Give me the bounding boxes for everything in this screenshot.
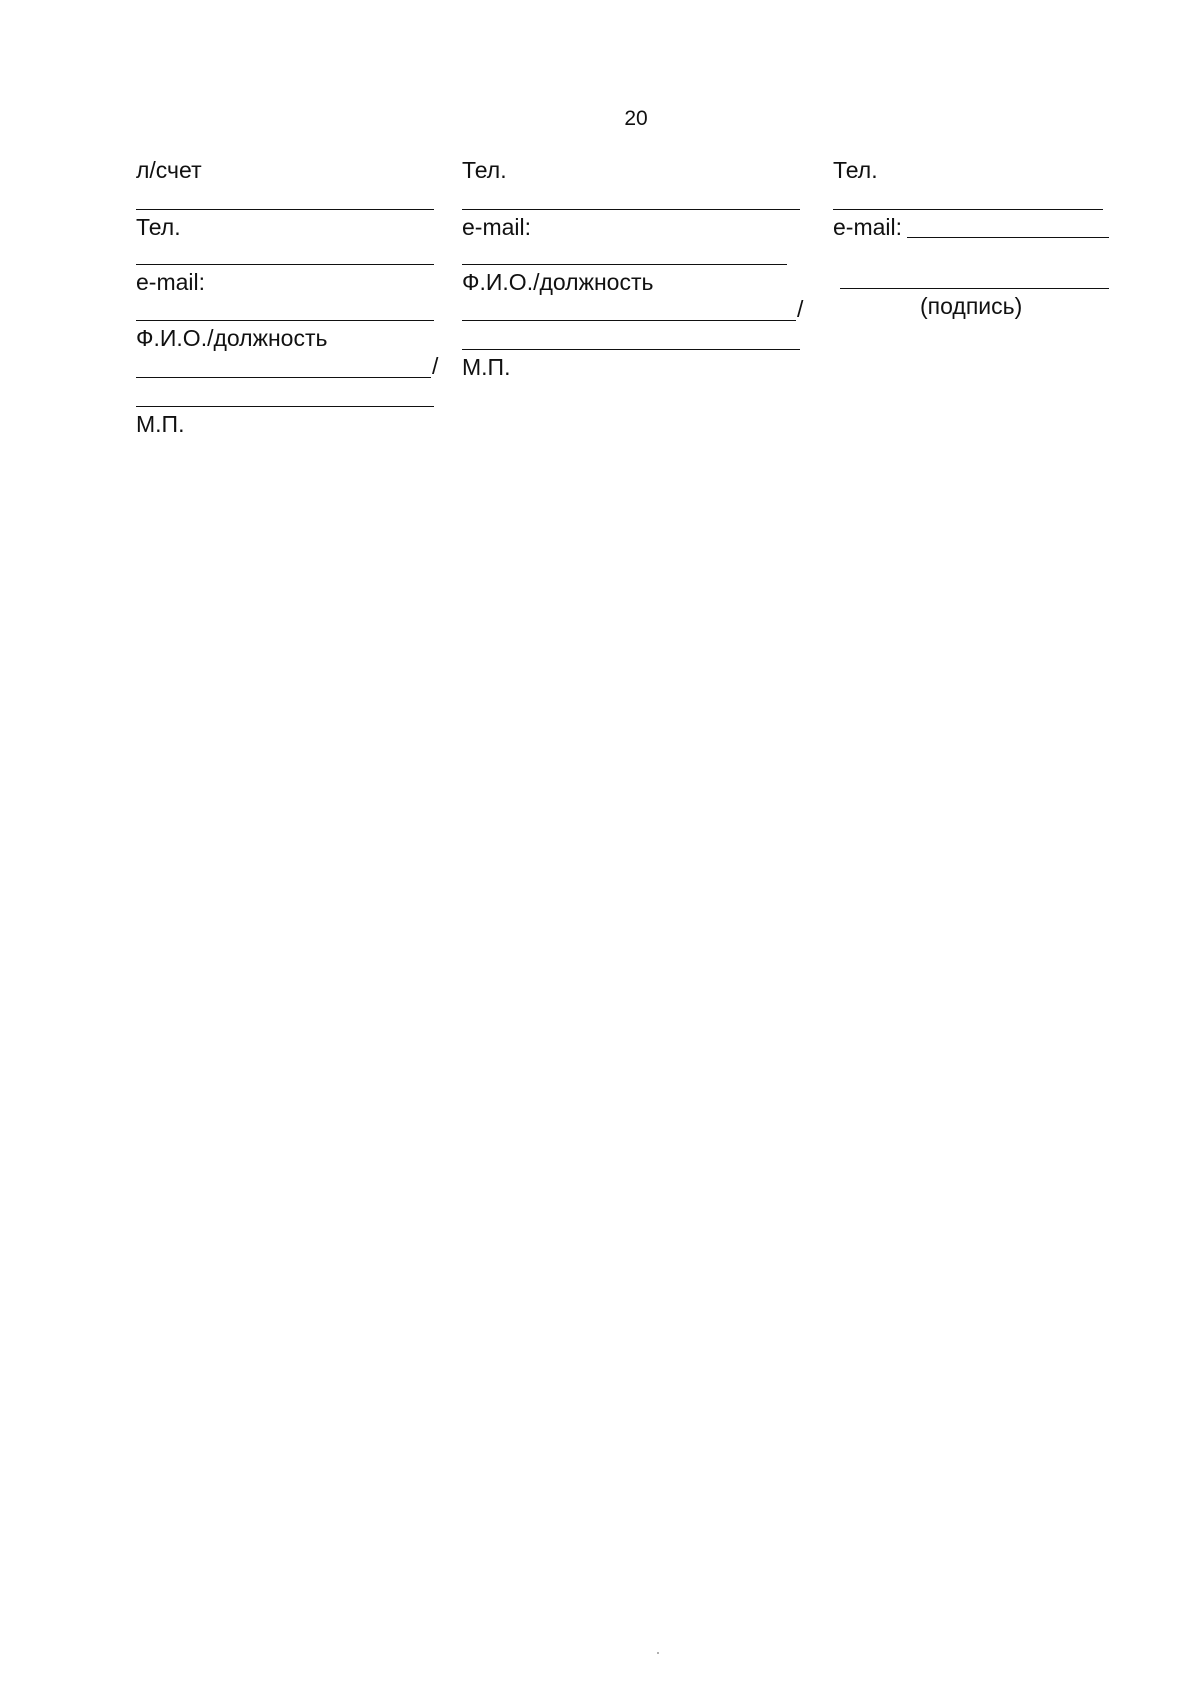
signature-slash: / [432,353,439,379]
signature-field[interactable] [136,377,431,378]
signature-field[interactable] [462,320,796,321]
seal-line [462,349,800,350]
seal-label: М.П. [462,354,511,380]
signature-caption: (подпись) [920,293,1023,319]
email-label: e-mail: [462,214,532,240]
phone-field[interactable] [462,209,800,210]
phone-label: Тел. [136,214,181,240]
seal-label: М.П. [136,411,185,437]
account-label: л/счет [136,157,202,183]
account-field[interactable] [136,209,434,210]
scan-speck [657,1652,659,1654]
phone-field[interactable] [833,209,1103,210]
email-field[interactable] [907,237,1109,238]
seal-line [136,406,434,407]
email-label: e-mail: [136,269,206,295]
name-position-label: Ф.И.О./должность [136,325,328,351]
page-number: 20 [624,107,648,130]
name-position-label: Ф.И.О./должность [462,269,654,295]
email-field[interactable] [462,264,787,265]
phone-label: Тел. [833,157,878,183]
signature-slash: / [797,296,804,322]
email-field[interactable] [136,320,434,321]
phone-field[interactable] [136,264,434,265]
email-label: e-mail: [833,214,903,240]
signature-field[interactable] [840,288,1109,289]
phone-label: Тел. [462,157,507,183]
